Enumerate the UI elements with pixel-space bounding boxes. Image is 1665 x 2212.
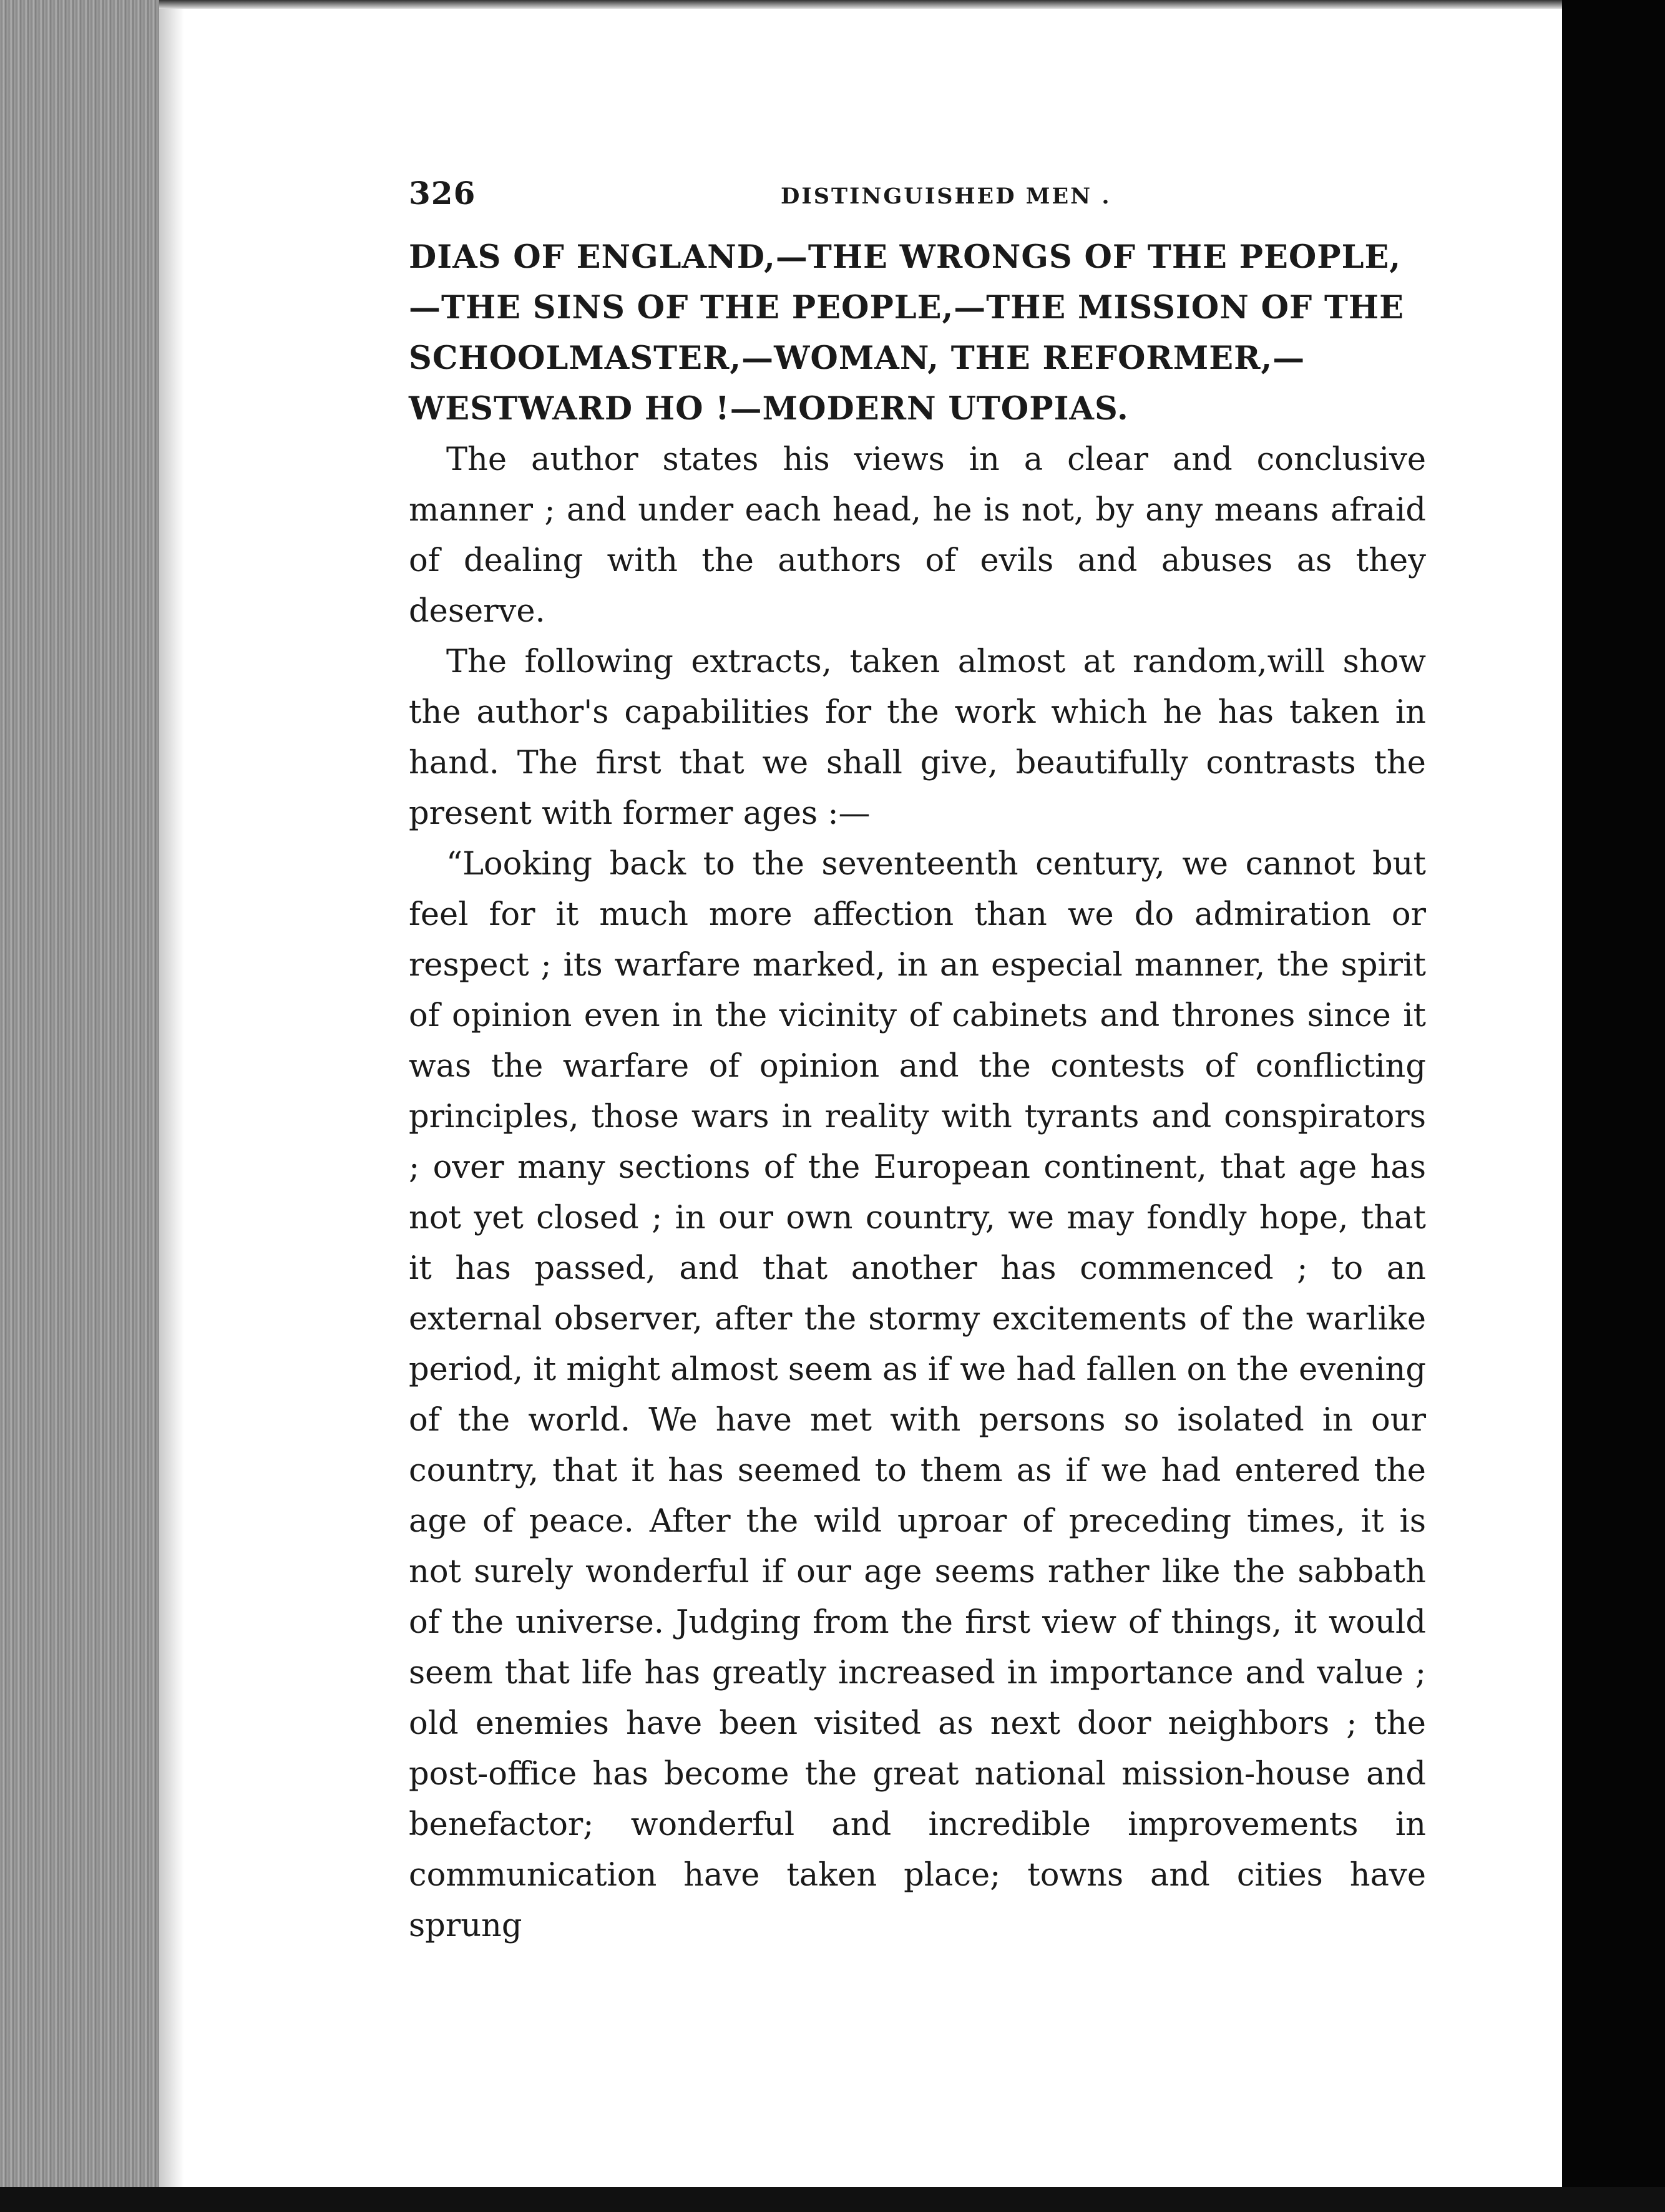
- paragraph-quotation: “Looking back to the seventeenth century, we cannot but feel for it much more affection than we do admiration or respect ; its warfare marked, in an especial manner, the spirit of opinion even in the vicinity of cabinets and thrones since it was the warfare of opinion and the contests of conflicting principles, those wars in reality with tyrants and conspirators ; over many sections of the European continent, that age has not yet closed ; in our own country, we may fondly hope, that it has passed, and that another has commenced ; to an external observer, after the stormy excitements of the warlike period, it might almost seem as if we had fallen on the evening of the world. We have met with persons so isolated in our country, that it has seemed to them as if we had entered the age of peace. After the wild uproar of preceding times, it is not surely wonderful if our age seems rather like the sabbath of the universe. Judging from the first view of things, it would seem that life has greatly increased in importance and value ; old enemies have been visited as next door neighbors ; the post-office has become the great national mission-house and benefactor; wonderful and incredible improvements in communication have taken place; towns and cities have sprung: [409, 846, 1426, 1944]
- page-number: 326: [409, 175, 476, 212]
- page-top-edge: [159, 0, 1563, 9]
- scan-border-bottom: [0, 2187, 1665, 2212]
- scan-border-right: [1562, 0, 1665, 2212]
- page-body: [409, 232, 1426, 1951]
- gutter-shadow: [159, 0, 184, 2187]
- running-head: DISTINGUISHED MEN .: [781, 184, 1111, 209]
- paragraph-extracts-intro: The following extracts, taken almost at random,will show the author's capabilities for the work which he has taken in hand. The first that we shall give, beautifully contrasts the present with former ages :—: [409, 644, 1426, 832]
- page-header: [409, 164, 1426, 232]
- topics-list: DIAS OF ENGLAND,—THE WRONGS OF THE PEOPLE,—THE SINS OF THE PEOPLE,—THE MISSION OF THE SCHOOLMASTER,—WOMAN, THE REFORMER,—WESTWARD HO !—MODERN UTOPIAS.: [409, 238, 1404, 428]
- paragraph-author-views: The author states his views in a clear and conclusive manner ; and under each head, he is not, by any means afraid of dealing with the authors of evils and abuses as they deserve.: [409, 441, 1426, 630]
- page-gutter-edges: [0, 0, 159, 2187]
- book-page: [409, 164, 1426, 1951]
